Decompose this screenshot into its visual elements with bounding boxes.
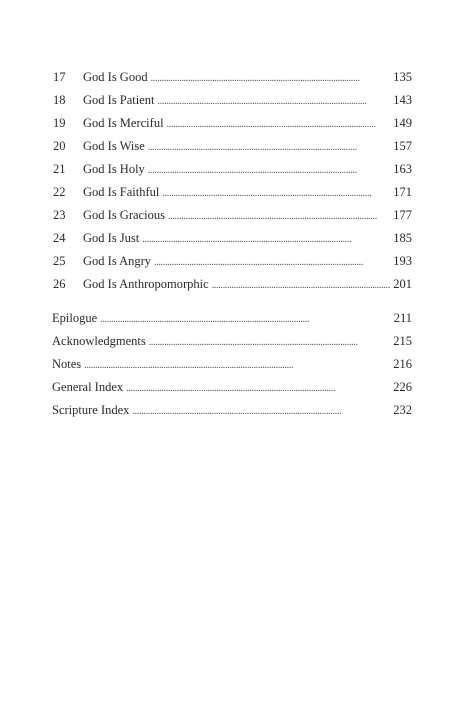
dot-leader bbox=[154, 251, 390, 274]
page-number: 226 bbox=[393, 380, 412, 394]
dot-leader bbox=[158, 90, 391, 113]
back-matter-title: Scripture Index bbox=[52, 403, 130, 417]
chapter-title: God Is Patient bbox=[83, 93, 155, 107]
chapter-number: 26 bbox=[53, 277, 66, 291]
dot-leader bbox=[162, 182, 390, 205]
dot-leader bbox=[142, 228, 390, 251]
dot-leader bbox=[100, 308, 391, 331]
page-number: 171 bbox=[393, 185, 412, 199]
chapter-title: God Is Angry bbox=[83, 254, 152, 268]
page-number: 177 bbox=[393, 208, 412, 222]
dot-leader bbox=[148, 159, 390, 182]
toc-entry bbox=[52, 66, 412, 89]
page-number: 215 bbox=[393, 334, 412, 348]
page-number: 232 bbox=[393, 403, 412, 417]
toc-entry bbox=[52, 227, 412, 250]
chapter-title: God Is Faithful bbox=[83, 185, 160, 199]
dot-leader bbox=[149, 331, 391, 354]
toc-entry bbox=[52, 181, 412, 204]
chapter-title: God Is Anthropomorphic bbox=[83, 277, 209, 291]
toc-entry bbox=[52, 135, 412, 158]
toc-entry bbox=[52, 353, 412, 376]
chapter-list bbox=[52, 66, 412, 296]
toc-entry bbox=[52, 273, 412, 296]
chapter-number: 23 bbox=[53, 208, 66, 222]
chapter-title: God Is Merciful bbox=[83, 116, 164, 130]
dot-leader bbox=[168, 205, 390, 228]
dot-leader bbox=[167, 113, 391, 136]
toc-entry bbox=[52, 158, 412, 181]
dot-leader bbox=[84, 354, 390, 377]
toc-entry bbox=[52, 112, 412, 135]
toc-entry bbox=[52, 399, 412, 422]
chapter-number: 18 bbox=[53, 93, 66, 107]
back-matter-list bbox=[52, 307, 412, 422]
page-number: 135 bbox=[393, 70, 412, 84]
page-number: 216 bbox=[393, 357, 412, 371]
chapter-number: 17 bbox=[53, 70, 66, 84]
chapter-title: God Is Just bbox=[83, 231, 140, 245]
toc-entry bbox=[52, 307, 412, 330]
chapter-number: 22 bbox=[53, 185, 66, 199]
toc-entry bbox=[52, 250, 412, 273]
dot-leader bbox=[212, 274, 391, 297]
page-number: 163 bbox=[393, 162, 412, 176]
chapter-title: God Is Wise bbox=[83, 139, 145, 153]
dot-leader bbox=[148, 136, 390, 159]
dot-leader bbox=[151, 67, 391, 90]
chapter-title: God Is Gracious bbox=[83, 208, 165, 222]
toc-entry bbox=[52, 204, 412, 227]
chapter-number: 24 bbox=[53, 231, 66, 245]
page-number: 201 bbox=[393, 277, 412, 291]
dot-leader bbox=[132, 400, 390, 423]
table-of-contents bbox=[52, 66, 412, 422]
page-number: 193 bbox=[393, 254, 412, 268]
chapter-title: God Is Good bbox=[83, 70, 148, 84]
chapter-title: God Is Holy bbox=[83, 162, 145, 176]
chapter-number: 25 bbox=[53, 254, 66, 268]
back-matter-title: Acknowledgments bbox=[52, 334, 146, 348]
back-matter-title: General Index bbox=[52, 380, 124, 394]
page-number: 211 bbox=[393, 311, 412, 325]
page-number: 157 bbox=[393, 139, 412, 153]
toc-entry bbox=[52, 376, 412, 399]
page-number: 149 bbox=[393, 116, 412, 130]
back-matter-title: Epilogue bbox=[52, 311, 98, 325]
section-gap bbox=[52, 296, 412, 307]
dot-leader bbox=[126, 377, 390, 400]
chapter-number: 19 bbox=[53, 116, 66, 130]
toc-entry bbox=[52, 330, 412, 353]
toc-entry bbox=[52, 89, 412, 112]
back-matter-title: Notes bbox=[52, 357, 82, 371]
chapter-number: 20 bbox=[53, 139, 66, 153]
page-number: 185 bbox=[393, 231, 412, 245]
chapter-number: 21 bbox=[53, 162, 66, 176]
page-number: 143 bbox=[393, 93, 412, 107]
